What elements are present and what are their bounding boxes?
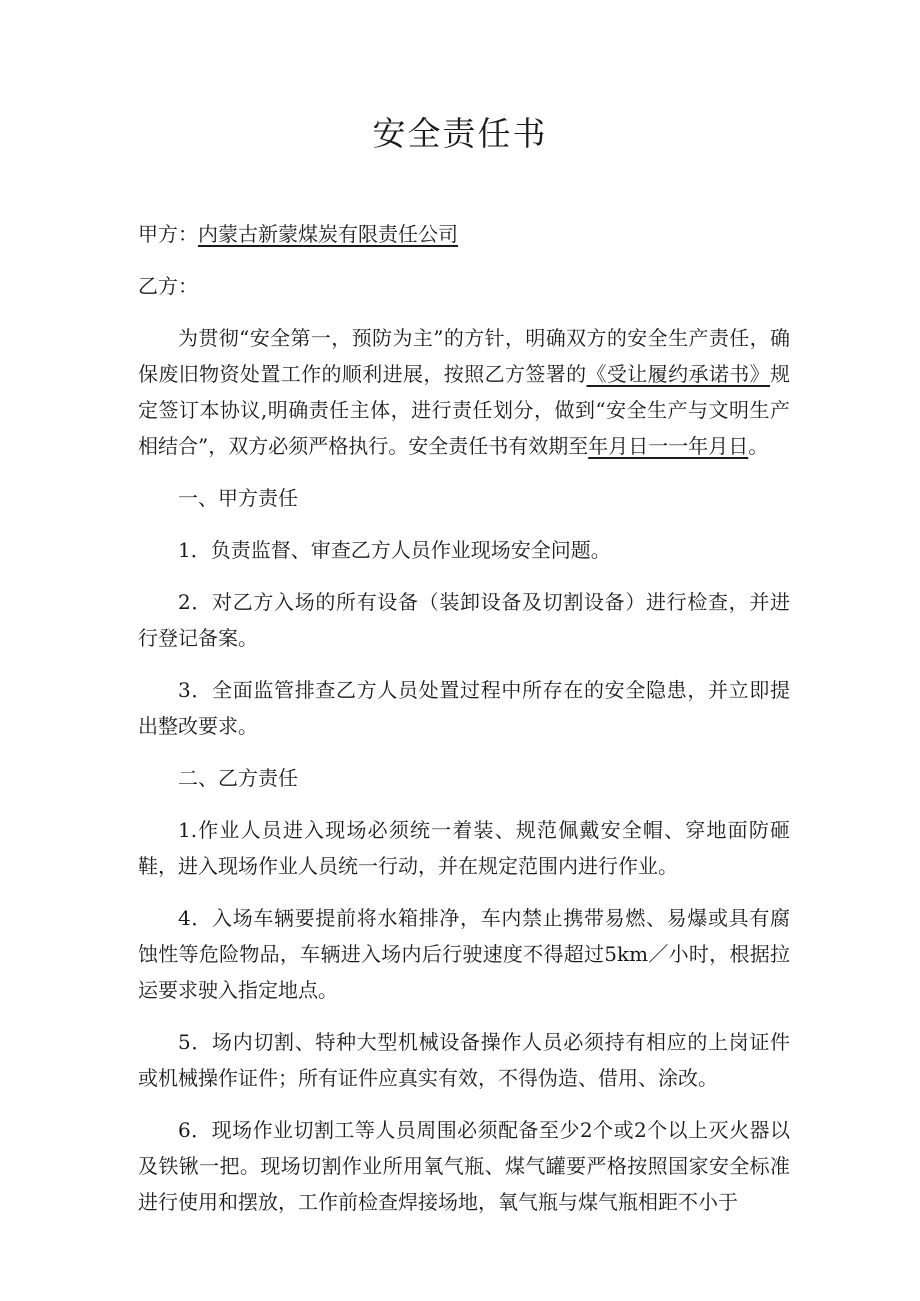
section-a-item: 2．对乙方入场的所有设备（装卸设备及切割设备）进行检查，并进行登记备案。 xyxy=(138,590,790,650)
section-a-item: 1．负责监督、审查乙方人员作业现场安全问题。 xyxy=(178,538,611,562)
document-body xyxy=(138,216,790,1236)
section-b-heading: 二、乙方责任 xyxy=(178,766,298,790)
intro-text-1: 为贯彻“安全第一，预防为主”的方针，明确双方的安全生产责任，确保废旧物资处置工作的顺利进展，按照乙方签署的 xyxy=(138,326,790,386)
validity-period: 年月日一一年月日 xyxy=(588,434,749,458)
intro-text-2: 规定签订本协议,明确责任主体，进行责任划分，做到“安全生产与文明生产相结合”，双方必须严格执行。安全责任书有效期至 xyxy=(138,362,790,458)
section-b-item: 6．现场作业切割工等人员周围必须配备至少2个或2个以上灭火器以及铁锹一把。现场切割作业所用氧气瓶、煤气罐要严格按照国家安全标准进行使用和摆放，工作前检查焊接场地，氧气瓶与煤气瓶相距不小于 xyxy=(138,1118,790,1214)
party-a-label: 甲方： xyxy=(138,222,198,246)
section-b-item: 5．场内切割、特种大型机械设备操作人员必须持有相应的上岗证件或机械操作证件；所有证件应真实有效，不得伪造、借用、涂改。 xyxy=(138,1030,790,1090)
section-a-heading: 一、甲方责任 xyxy=(178,486,298,510)
party-a-name: 内蒙古新蒙煤炭有限责任公司 xyxy=(198,222,458,246)
section-a-item: 3．全面监管排查乙方人员处置过程中所存在的安全隐患，并立即提出整改要求。 xyxy=(138,678,790,738)
party-b-line xyxy=(138,268,790,304)
intro-paragraph xyxy=(138,320,790,464)
party-b-label: 乙方： xyxy=(138,274,198,298)
section-b-item: 4．入场车辆要提前将水箱排净，车内禁止携带易燃、易爆或具有腐蚀性等危险物品，车辆进入场内后行驶速度不得超过5km／小时，根据拉运要求驶入指定地点。 xyxy=(138,906,790,1002)
intro-text-3: 。 xyxy=(748,434,769,458)
document-title: 安全责任书 xyxy=(372,114,548,153)
commitment-doc-ref: 《受让履约承诺书》 xyxy=(586,362,770,386)
section-b-item: 1.作业人员进入现场必须统一着装、规范佩戴安全帽、穿地面防砸鞋，进入现场作业人员统一行动，并在规定范围内进行作业。 xyxy=(138,818,790,878)
party-a-line xyxy=(138,216,790,252)
